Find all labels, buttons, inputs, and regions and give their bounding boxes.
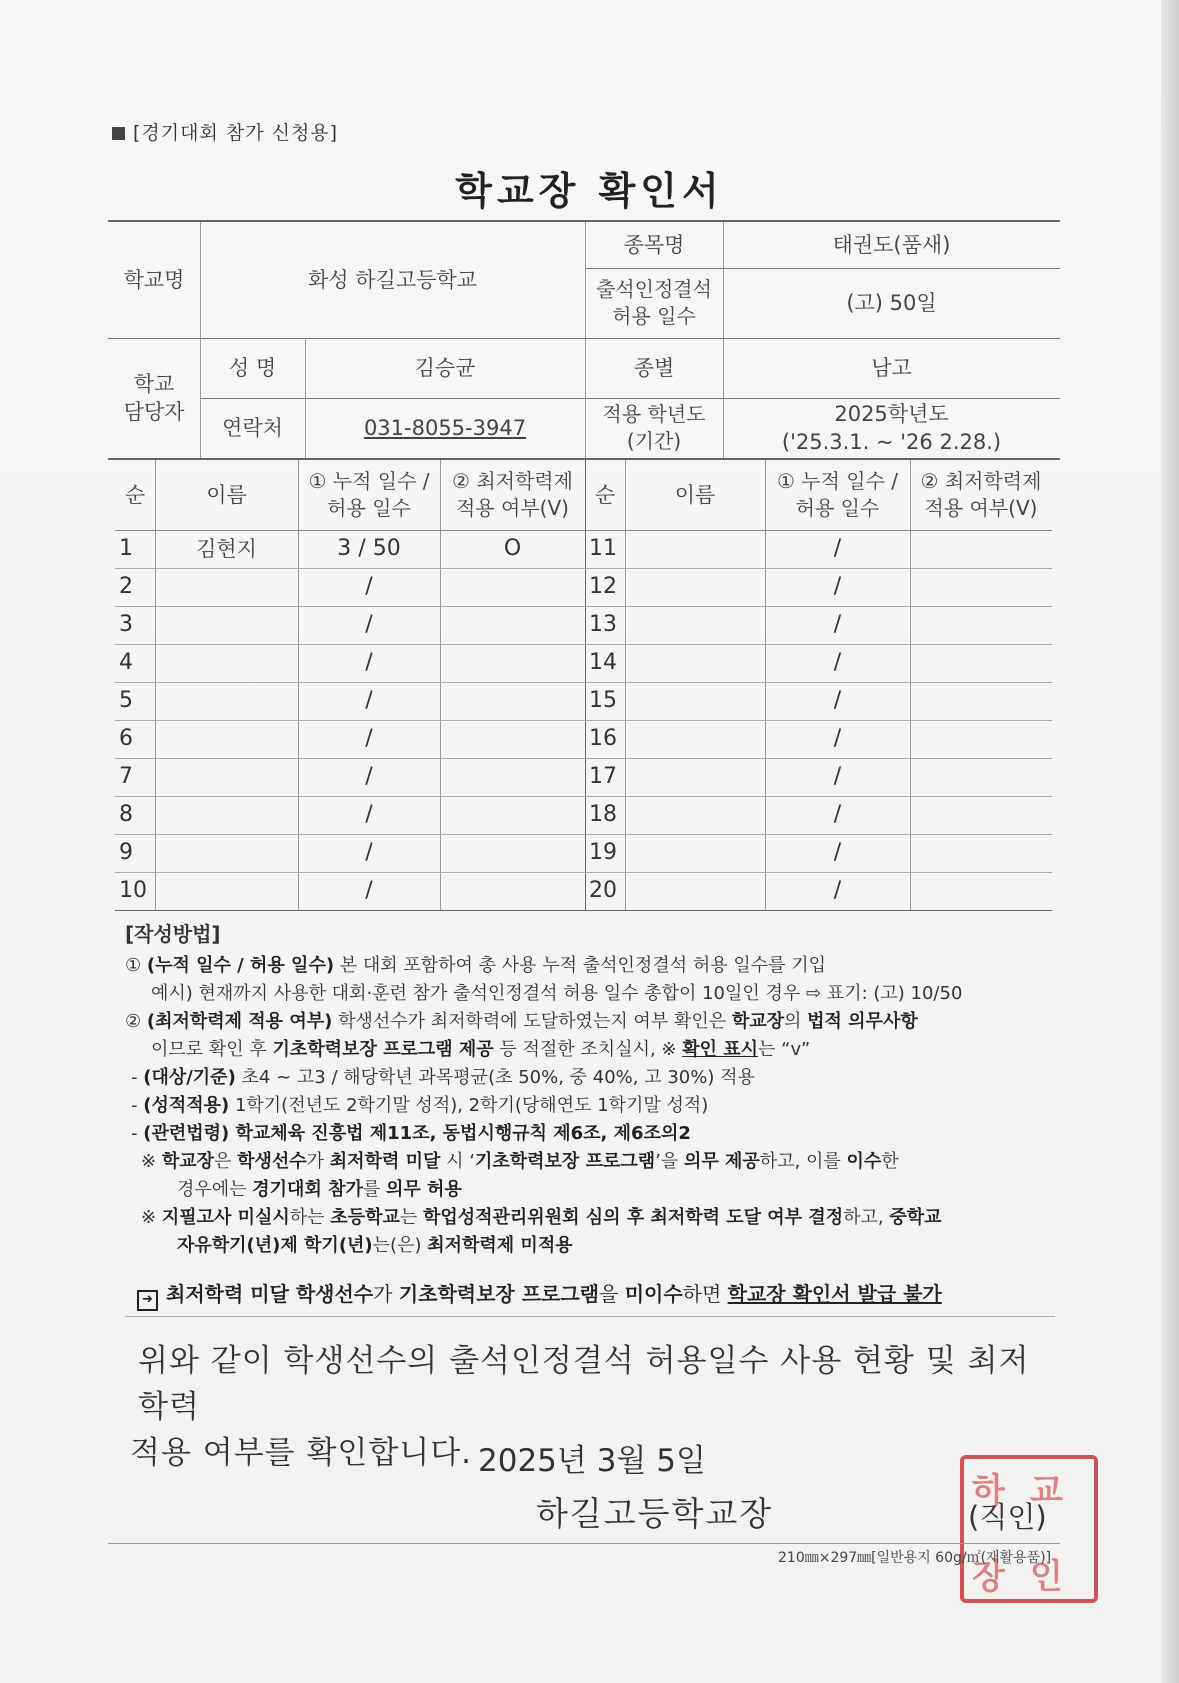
athlete-name xyxy=(625,834,765,872)
athlete-name xyxy=(155,568,298,606)
absence-days-used: / xyxy=(365,574,373,600)
min-achievement-check xyxy=(440,872,585,910)
guide-text: 초4 ~ 고3 / 해당학년 과목평균(초 50%, 중 40%, 고 30%) 적용 xyxy=(235,1067,755,1088)
athlete-name xyxy=(155,682,298,720)
athlete-name xyxy=(625,568,765,606)
col-header-name: 이름 xyxy=(674,482,716,507)
absence-days-used: / xyxy=(833,764,842,790)
seal-glyph: 하 xyxy=(972,1471,1005,1511)
guide-text: 1학기(전년도 2학기말 성적), 2학기(당해연도 1학기말 성적) xyxy=(229,1095,709,1116)
year-value-line2: ('25.3.1. ~ '26 2.28.) xyxy=(781,430,1002,454)
col-header-no: 순 xyxy=(124,482,146,507)
absence-days-used: / xyxy=(365,726,373,752)
athlete-name xyxy=(155,720,298,758)
guide-text: ② xyxy=(125,1011,147,1032)
col-header-min-line2: 적용 여부(V) xyxy=(456,496,569,520)
guide-text: 본 대회 포함하여 총 사용 누적 출석인정결석 허용 일수를 기입 xyxy=(334,955,826,976)
absence-days-value: (고) 50일 xyxy=(846,290,937,315)
footer-rule xyxy=(108,1543,1060,1544)
notice-rule xyxy=(125,1316,1055,1317)
guide-line-4 xyxy=(125,1036,1060,1064)
col-header-days xyxy=(765,460,910,530)
athlete-name xyxy=(625,682,765,720)
col-header-no: 순 xyxy=(594,482,616,507)
guide-line-8 xyxy=(125,1148,1060,1176)
guide-bold: (대상/기준) xyxy=(143,1067,236,1088)
guide-text: 가 xyxy=(306,1151,330,1172)
absence-days-used: / xyxy=(833,726,842,752)
notice-bold: 최저학력 미달 학생선수 xyxy=(166,1282,374,1306)
guide-line-5 xyxy=(125,1064,1060,1092)
athlete-name xyxy=(155,606,298,644)
guide-bold: 학교장 xyxy=(161,1151,214,1172)
guide-bold: 초등학교 xyxy=(330,1207,400,1228)
min-achievement-check xyxy=(440,682,585,720)
min-achievement-check xyxy=(910,530,1052,568)
absence-days-used: / xyxy=(833,536,842,562)
col-header-days-line1: ① 누적 일수 / xyxy=(308,469,430,493)
athlete-name xyxy=(625,758,765,796)
school-label: 학교명 xyxy=(123,267,185,292)
guide-bold: 경기대회 참가 xyxy=(252,1179,363,1200)
row-number: 8 xyxy=(119,802,133,828)
school-value: 화성 하길고등학교 xyxy=(308,267,477,292)
row-number: 6 xyxy=(119,726,133,752)
absence-days-used: 3 / 50 xyxy=(337,536,401,562)
notice-text: 을 xyxy=(599,1282,625,1306)
athlete-name xyxy=(625,606,765,644)
row-number: 4 xyxy=(119,650,133,676)
guide-text: 이므로 확인 후 xyxy=(151,1039,273,1060)
guide-bold: 최저학력제 미적용 xyxy=(427,1235,573,1256)
guide-bold: 중학교 xyxy=(889,1207,942,1228)
guide-line-3 xyxy=(125,1008,1060,1036)
min-achievement-check xyxy=(910,606,1052,644)
guide-text: 한 xyxy=(881,1151,899,1172)
guide-text: 은 xyxy=(213,1151,238,1172)
athlete-name xyxy=(155,644,298,682)
guide-text: - xyxy=(131,1123,144,1144)
guide-text: - xyxy=(131,1067,144,1088)
notice-text: 하면 xyxy=(682,1282,728,1306)
absence-days-used: / xyxy=(365,650,373,676)
event-value: 태권도(품새) xyxy=(832,232,951,257)
guide-text: 를 xyxy=(362,1179,387,1200)
row-number: 18 xyxy=(589,802,617,828)
row-number: 14 xyxy=(589,650,617,676)
row-number: 12 xyxy=(589,574,617,600)
col-header-name: 이름 xyxy=(206,482,247,507)
guide-text: ※ xyxy=(141,1151,162,1172)
athlete-name xyxy=(625,872,765,910)
guide-text: 의 xyxy=(784,1011,808,1032)
guide-bold: (누적 일수 / 허용 일수) xyxy=(146,955,335,976)
square-bullet-icon xyxy=(112,127,125,140)
guide-text: 하고, 이를 xyxy=(759,1151,847,1172)
guide-text: 하는 xyxy=(289,1207,331,1228)
athlete-name: 김현지 xyxy=(196,536,257,561)
guide-bold: 학생선수 xyxy=(237,1151,307,1172)
guide-line-1 xyxy=(125,952,1060,980)
guide-text: 경우에는 xyxy=(177,1179,253,1200)
guide-text: 는 xyxy=(399,1207,423,1228)
athlete-name xyxy=(625,796,765,834)
row-number: 15 xyxy=(589,688,617,714)
absence-days-used: / xyxy=(365,612,373,638)
year-label-line1: 적용 학년도 xyxy=(602,402,706,426)
min-achievement-check xyxy=(910,872,1052,910)
col-header-days-line1: ① 누적 일수 / xyxy=(776,469,899,493)
year-value-line1: 2025학년도 xyxy=(834,401,949,426)
min-achievement-check xyxy=(440,834,585,872)
guide-bold: 의무 허용 xyxy=(386,1179,462,1200)
table-row-rule xyxy=(115,910,1052,911)
row-number: 10 xyxy=(119,878,147,904)
guide-bold: 지필고사 미실시 xyxy=(161,1207,290,1228)
absence-days-used: / xyxy=(365,840,373,866)
guide-text: ※ xyxy=(141,1207,162,1228)
guide-bold: (성적적용) xyxy=(143,1095,230,1116)
guide-line-10 xyxy=(125,1204,1060,1232)
absence-days-used: / xyxy=(833,574,842,600)
absence-days-used: / xyxy=(833,650,842,676)
row-number: 11 xyxy=(589,536,617,562)
row-number: 19 xyxy=(589,840,617,866)
seal-label: (직인) xyxy=(968,1500,1047,1534)
document-title: 학교장 확인서 xyxy=(455,169,724,213)
guide-bold: 자유학기(년)제 학기(년) xyxy=(177,1235,373,1256)
row-number: 3 xyxy=(119,612,133,638)
min-achievement-check xyxy=(440,644,585,682)
min-achievement-check xyxy=(910,758,1052,796)
min-achievement-check xyxy=(440,568,585,606)
manager-name-value: 김승균 xyxy=(414,355,476,380)
row-number: 9 xyxy=(119,840,133,866)
gender-label: 종별 xyxy=(633,355,675,380)
notice-bold: 미이수 xyxy=(624,1282,683,1306)
guide-bold: 법적 의무사항 xyxy=(807,1011,918,1032)
row-number: 17 xyxy=(589,764,617,790)
guide-bold: (최저학력제 적용 여부) xyxy=(146,1011,333,1032)
guide-bold: 기초학력보장 프로그램 xyxy=(474,1151,656,1172)
guide-bold: 최저학력 미달 xyxy=(329,1151,441,1172)
row-number: 2 xyxy=(119,574,133,600)
guide-text: - xyxy=(131,1095,144,1116)
athlete-name xyxy=(155,872,298,910)
col-header-min-line1: ② 최저학력제 xyxy=(452,469,573,493)
min-achievement-check xyxy=(440,720,585,758)
guide-text: 하고, xyxy=(843,1207,890,1228)
absence-days-label xyxy=(585,268,723,338)
absence-days-used: / xyxy=(833,688,842,714)
absence-days-used: / xyxy=(833,612,842,638)
row-number: 20 xyxy=(589,878,617,904)
notice-text: 가 xyxy=(373,1282,399,1306)
min-achievement-check xyxy=(910,682,1052,720)
guide-text: ① xyxy=(125,955,147,976)
guide-bold: (관련법령) 학교체육 진흥법 제11조, 동법시행규칙 제6조, 제6조의2 xyxy=(143,1123,691,1144)
athlete-name xyxy=(155,834,298,872)
absence-days-used: / xyxy=(365,688,373,714)
athlete-name xyxy=(155,796,298,834)
col-header-min-line1: ② 최저학력제 xyxy=(920,469,1042,493)
guide-bold: 학업성적관리위원회 심의 후 최저학력 도달 여부 결정 xyxy=(422,1207,844,1228)
row-number: 1 xyxy=(119,536,133,562)
guide-bold: 기초학력보장 프로그램 제공 xyxy=(272,1039,494,1060)
guide-line-2: 예시) 현재까지 사용한 대회·훈련 참가 출석인정결석 허용 일수 총합이 10일인 경우 ⇨ 표기: (고) 10/50 xyxy=(151,983,963,1004)
guide-bold: 이수 xyxy=(846,1151,882,1172)
notice-bold: 학교장 확인서 발급 불가 xyxy=(727,1282,942,1306)
confirmation-line-1: 위와 같이 학생선수의 출석인정결석 허용일수 사용 현황 및 최저학력 xyxy=(138,1343,1030,1425)
guide-line-9 xyxy=(125,1176,1060,1204)
guide-text: 는(은) xyxy=(372,1235,428,1256)
athlete-name xyxy=(625,720,765,758)
guide-line-11 xyxy=(125,1232,1060,1260)
row-number: 7 xyxy=(119,764,133,790)
absence-days-used: / xyxy=(833,878,842,904)
guide-text: 등 적절한 조치실시, ※ xyxy=(493,1039,683,1060)
paper-edge-shadow xyxy=(1161,0,1179,1683)
warning-notice xyxy=(137,1278,942,1311)
notice-bold: 기초학력보장 프로그램 xyxy=(398,1282,599,1306)
principal-name: 하길고등학교장 xyxy=(536,1494,774,1533)
absence-days-used: / xyxy=(833,840,842,866)
guide-text: 시 ‘ xyxy=(440,1151,475,1172)
confirmation-line-2: 적용 여부를 확인합니다. xyxy=(130,1435,473,1471)
col-header-min-line2: 적용 여부(V) xyxy=(924,496,1038,520)
athlete-name xyxy=(155,758,298,796)
col-header-min-achievement xyxy=(440,460,585,530)
row-number: 13 xyxy=(589,612,617,638)
writing-guide xyxy=(125,920,1060,1260)
col-header-min-achievement xyxy=(910,460,1052,530)
min-achievement-check xyxy=(440,796,585,834)
guide-bold: 의무 제공 xyxy=(683,1151,760,1172)
form-usage-tag xyxy=(112,118,338,145)
guide-heading: [작성방법] xyxy=(125,922,221,946)
guide-text: ’을 xyxy=(655,1151,684,1172)
absence-days-used: / xyxy=(365,802,373,828)
absence-days-used: / xyxy=(833,802,842,828)
min-achievement-check xyxy=(910,644,1052,682)
manager-label-line1: 학교 xyxy=(133,371,175,396)
col-header-days xyxy=(298,460,440,530)
absence-days-used: / xyxy=(365,878,373,904)
year-label xyxy=(585,398,723,458)
athlete-name xyxy=(625,530,765,568)
absence-label-line2: 허용 일수 xyxy=(612,304,696,328)
guide-line-6 xyxy=(125,1092,1060,1120)
guide-text: 학생선수가 최저학력에 도달하였는지 여부 확인은 xyxy=(332,1011,732,1032)
row-number: 16 xyxy=(589,726,617,752)
manager-label xyxy=(108,338,200,458)
manager-label-line2: 담당자 xyxy=(123,400,185,424)
min-achievement-check: O xyxy=(503,536,522,562)
contact-value: 031-8055-3947 xyxy=(363,415,527,440)
col-header-days-line2: 허용 일수 xyxy=(795,496,880,520)
min-achievement-check xyxy=(440,758,585,796)
guide-text: 는 “v” xyxy=(758,1039,811,1060)
seal-glyph: 장 xyxy=(972,1557,1005,1597)
gender-value: 남고 xyxy=(871,355,912,380)
seal-glyph: 인 xyxy=(1030,1557,1063,1597)
guide-bold: 확인 표시 xyxy=(682,1039,759,1060)
year-value xyxy=(723,398,1060,458)
absence-label-line1: 출석인정결석 xyxy=(596,277,712,301)
min-achievement-check xyxy=(440,606,585,644)
event-label: 종목명 xyxy=(623,232,685,257)
paper-spec-footer: 210㎜×297㎜[일반용지 60g/㎡(재활용품)] xyxy=(778,1550,1052,1566)
year-label-line2: (기간) xyxy=(626,429,682,453)
contact-label: 연락처 xyxy=(222,415,283,440)
guide-bold: 학교장 xyxy=(731,1011,784,1032)
seal-glyph: 교 xyxy=(1030,1471,1063,1511)
row-number: 5 xyxy=(119,688,133,714)
min-achievement-check xyxy=(910,568,1052,606)
guide-line-7 xyxy=(125,1120,1060,1148)
col-header-days-line2: 허용 일수 xyxy=(327,496,411,520)
min-achievement-check xyxy=(910,796,1052,834)
absence-days-used: / xyxy=(365,764,373,790)
min-achievement-check xyxy=(910,834,1052,872)
form-usage-text: [경기대회 참가 신청용] xyxy=(133,122,339,144)
name-label: 성 명 xyxy=(228,355,277,380)
min-achievement-check xyxy=(910,720,1052,758)
athlete-name xyxy=(625,644,765,682)
arrow-box-icon: ➜ xyxy=(137,1290,158,1311)
issue-date: 2025년 3월 5일 xyxy=(478,1443,706,1479)
